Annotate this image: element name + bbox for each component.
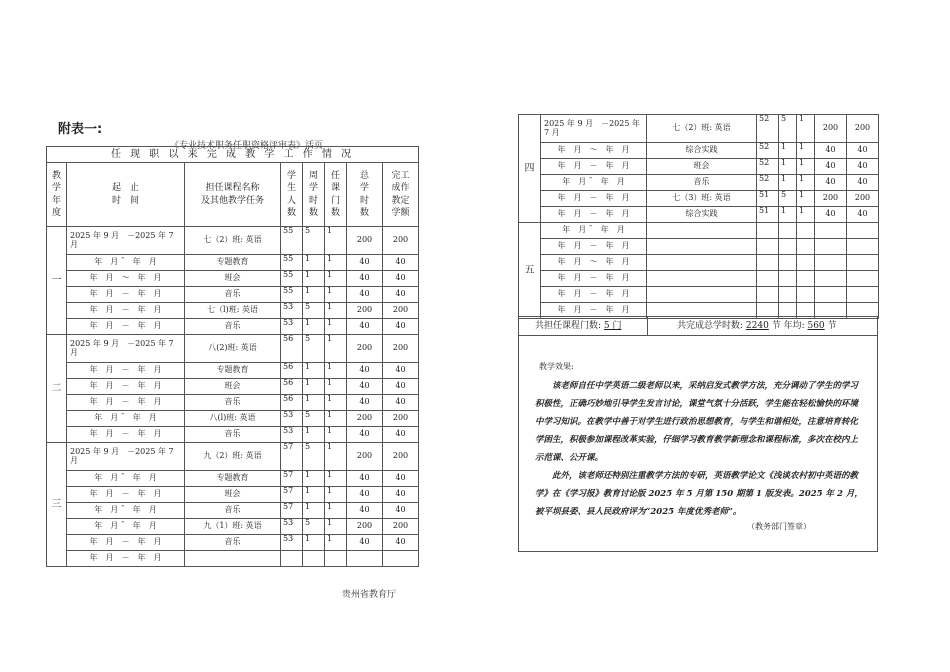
course-cell: 七（l)班: 英语 [185, 303, 281, 319]
quota-cell: 40 [383, 471, 419, 487]
total-hours-cell: 40 [815, 175, 847, 191]
table-row [47, 503, 419, 519]
total-hours-cell: 40 [347, 255, 383, 271]
weekly-hours-cell: 5 [779, 115, 797, 143]
table-row [47, 379, 419, 395]
students-cell [757, 239, 779, 255]
course-count-cell [797, 287, 815, 303]
period-cell: 年 月 － 年 月 [67, 379, 185, 395]
period-cell: 年 月 ¯ 年 月 [67, 255, 185, 271]
weekly-hours-cell [779, 255, 797, 271]
total-hours-cell: 40 [347, 427, 383, 443]
weekly-hours-cell: 1 [303, 427, 325, 443]
quota-cell: 40 [383, 427, 419, 443]
period-cell: 年 月 － 年 月 [67, 395, 185, 411]
course-count-cell: 1 [797, 143, 815, 159]
course-cell: 音乐 [185, 287, 281, 303]
table-row [47, 487, 419, 503]
weekly-hours-cell: 5 [779, 191, 797, 207]
total-hours-cell [815, 287, 847, 303]
department-seal-label: （教务部门签章） [747, 522, 811, 531]
students-cell: 52 [757, 115, 779, 143]
weekly-hours-cell: 1 [303, 487, 325, 503]
course-cell: 七（2）班: 英语 [647, 115, 757, 143]
weekly-hours-cell: 5 [303, 303, 325, 319]
students-cell: 55 [281, 255, 303, 271]
quota-cell [847, 271, 879, 287]
total-hours-cell: 40 [347, 379, 383, 395]
course-cell: 专题教育 [185, 363, 281, 379]
table-row [519, 271, 879, 287]
course-count-cell: 1 [797, 159, 815, 175]
table-row [519, 223, 879, 239]
students-cell: 55 [281, 271, 303, 287]
quota-cell: 200 [383, 443, 419, 471]
table-row [47, 287, 419, 303]
table-row [47, 303, 419, 319]
year-group-label: 一 [47, 227, 67, 335]
weekly-hours-cell: 1 [303, 395, 325, 411]
total-hours-cell: 40 [347, 363, 383, 379]
course-cell: 音乐 [185, 319, 281, 335]
total-hours-cell: 40 [347, 535, 383, 551]
course-count-cell: 1 [325, 255, 347, 271]
course-count-cell: 1 [325, 287, 347, 303]
table-row [47, 319, 419, 335]
period-cell: 年 月 － 年 月 [541, 239, 647, 255]
course-count-cell [325, 551, 347, 567]
students-cell: 56 [281, 363, 303, 379]
year-group-label: 二 [47, 335, 67, 443]
results-paragraph-1: 该老师自任中学英语二级老师以来，采纳启发式教学方法，充分调动了学生的学习积极性，正确巧妙地引导学生发言讨论，课堂气氛十分活跃，学生能在轻松愉快的环境中学习知识。在教学中善于对学生进行政治思想教育，与学生和谐相处，注意培育转化学困生，积极参加课程改革实验，仔细学习教育教学新理念和课程标准，多次在校内上示范课、公开课。 [535, 381, 859, 463]
quota-cell: 40 [383, 395, 419, 411]
quota-cell [847, 255, 879, 271]
quota-cell: 40 [847, 159, 879, 175]
weekly-hours-cell [779, 223, 797, 239]
total-hours-cell: 40 [815, 143, 847, 159]
total-hours-cell: 40 [347, 319, 383, 335]
table-row [47, 471, 419, 487]
table-row [519, 159, 879, 175]
quota-cell: 40 [383, 535, 419, 551]
period-cell: 年 月 － 年 月 [541, 271, 647, 287]
quota-cell: 40 [847, 143, 879, 159]
period-cell: 年 月 － 年 月 [67, 487, 185, 503]
quota-cell: 40 [847, 207, 879, 223]
total-hours-cell: 40 [347, 471, 383, 487]
quota-cell [847, 239, 879, 255]
period-cell: 年 月 － 年 月 [541, 191, 647, 207]
course-count-cell [797, 271, 815, 287]
total-hours-cell [347, 551, 383, 567]
quota-cell: 40 [383, 287, 419, 303]
period-cell: 年 月 － 年 月 [67, 551, 185, 567]
table-row [47, 255, 419, 271]
table-row [47, 395, 419, 411]
year-group-label: 四 [519, 115, 541, 223]
course-cell: 八(l)班: 英语 [185, 411, 281, 427]
quota-cell [847, 223, 879, 239]
period-cell: 年 月 － 年 月 [67, 319, 185, 335]
course-cell: 九（1）班: 英语 [185, 519, 281, 535]
period-cell: 年 月 － 年 月 [541, 303, 647, 319]
course-cell: 音乐 [185, 535, 281, 551]
course-cell: 八(2)班: 英语 [185, 335, 281, 363]
table-row [519, 207, 879, 223]
students-cell: 52 [757, 175, 779, 191]
total-hours-cell: 40 [347, 503, 383, 519]
total-hours-cell: 200 [347, 335, 383, 363]
course-cell: 九（2）班: 英语 [185, 443, 281, 471]
students-cell: 55 [281, 287, 303, 303]
course-cell [647, 271, 757, 287]
total-hours-cell [815, 223, 847, 239]
header-quota: 完工 成作 教定 学额 [383, 163, 419, 227]
quota-cell: 40 [383, 271, 419, 287]
quota-cell: 40 [383, 319, 419, 335]
students-cell [757, 223, 779, 239]
course-count-cell: 1 [325, 395, 347, 411]
students-cell: 57 [281, 443, 303, 471]
students-cell: 55 [281, 227, 303, 255]
table-row [47, 551, 419, 567]
course-count-cell [797, 239, 815, 255]
total-hours: 共完成总学时数: 2240 节 年均: 560 节 [677, 321, 837, 331]
period-cell: 年 月 － 年 月 [67, 303, 185, 319]
quota-cell: 40 [847, 175, 879, 191]
students-cell [281, 551, 303, 567]
course-cell: 综合实践 [647, 143, 757, 159]
teaching-results-text [535, 377, 865, 521]
course-count-cell: 1 [325, 227, 347, 255]
course-cell: 专题教育 [185, 471, 281, 487]
total-hours-cell [815, 239, 847, 255]
table-row [519, 287, 879, 303]
period-cell: 年 月 － 年 月 [67, 427, 185, 443]
weekly-hours-cell: 1 [303, 319, 325, 335]
course-cell: 专题教育 [185, 255, 281, 271]
table-title: 任 现 职 以 来 完 成 教 学 工 作 情 况 [47, 147, 419, 163]
total-hours-cell: 200 [347, 227, 383, 255]
period-cell: 年 月 ¯ 年 月 [67, 519, 185, 535]
summary-box [518, 316, 878, 552]
course-count-cell: 1 [325, 363, 347, 379]
period-cell: 2025 年 9 月 －2025 年 7 月 [541, 115, 647, 143]
total-hours-cell: 40 [815, 207, 847, 223]
students-cell: 57 [281, 471, 303, 487]
period-cell: 2025 年 9 月 －2025 年 7 月 [67, 227, 185, 255]
total-hours-cell: 40 [347, 487, 383, 503]
course-count-cell: 1 [325, 427, 347, 443]
total-hours-cell: 200 [347, 443, 383, 471]
weekly-hours-cell: 1 [779, 143, 797, 159]
students-cell: 57 [281, 503, 303, 519]
weekly-hours-cell: 1 [779, 159, 797, 175]
period-cell: 年 月 ～ 年 月 [541, 255, 647, 271]
period-cell: 年 月 － 年 月 [541, 159, 647, 175]
header-students: 学 生 人 数 [281, 163, 303, 227]
period-cell: 年 月 ¯ 年 月 [67, 503, 185, 519]
course-cell: 班会 [185, 271, 281, 287]
course-count-cell: 1 [325, 335, 347, 363]
issuer-footer: 贵州省教育厅 [342, 590, 397, 600]
quota-cell: 200 [383, 227, 419, 255]
course-count-cell: 1 [325, 271, 347, 287]
weekly-hours-cell: 1 [303, 471, 325, 487]
weekly-hours-cell: 5 [303, 227, 325, 255]
students-cell [757, 271, 779, 287]
table-row [519, 175, 879, 191]
table-row [47, 519, 419, 535]
quota-cell [383, 551, 419, 567]
students-cell: 56 [281, 379, 303, 395]
teaching-workload-table-right [518, 114, 879, 319]
year-group-label: 三 [47, 443, 67, 567]
quota-cell: 40 [383, 363, 419, 379]
course-cell: 音乐 [185, 427, 281, 443]
total-courses: 共担任课程门数: 5 门 [535, 321, 622, 331]
weekly-hours-cell: 5 [303, 411, 325, 427]
results-paragraph-2: 此外，该老师还特别注重教学方法的专研，英语教学论文《浅谈农村初中英语的教学》在《学习报》教育讨论版 2025 年 5 月第 150 期第 1 版发表。2025 年 2 月，被平坝县委、县人民政府评为“2025 年度优秀老师”。 [535, 471, 863, 517]
quota-cell: 200 [847, 191, 879, 207]
table-row [47, 271, 419, 287]
course-cell: 音乐 [185, 503, 281, 519]
total-hours-cell: 200 [815, 191, 847, 207]
total-hours-cell: 40 [347, 287, 383, 303]
course-cell: 七（3）班: 英语 [647, 191, 757, 207]
teaching-workload-table-left [46, 146, 419, 567]
weekly-hours-cell: 1 [303, 363, 325, 379]
period-cell: 年 月 ～ 年 月 [541, 143, 647, 159]
weekly-hours-cell: 1 [303, 287, 325, 303]
header-year: 教 学 年 度 [47, 163, 67, 227]
course-count-cell: 1 [325, 319, 347, 335]
course-cell [647, 239, 757, 255]
quota-cell: 40 [383, 503, 419, 519]
weekly-hours-cell [779, 271, 797, 287]
students-cell: 57 [281, 487, 303, 503]
results-label: 教学效果: [539, 362, 574, 371]
course-count-cell: 1 [325, 471, 347, 487]
course-count-cell [797, 255, 815, 271]
total-hours-cell: 40 [347, 271, 383, 287]
weekly-hours-cell: 5 [303, 519, 325, 535]
course-count-cell: 1 [325, 443, 347, 471]
header-course: 担任课程名称 及其他教学任务 [185, 163, 281, 227]
course-count-cell: 1 [797, 175, 815, 191]
course-cell [647, 287, 757, 303]
course-count-cell: 1 [797, 115, 815, 143]
course-cell: 音乐 [185, 395, 281, 411]
students-cell: 56 [281, 395, 303, 411]
weekly-hours-cell [303, 551, 325, 567]
course-count-cell: 1 [325, 519, 347, 535]
course-cell: 七（2）班: 英语 [185, 227, 281, 255]
students-cell: 56 [281, 335, 303, 363]
period-cell: 年 月 ¯ 年 月 [67, 411, 185, 427]
weekly-hours-cell: 1 [303, 255, 325, 271]
total-hours-cell: 200 [347, 519, 383, 535]
course-count-cell [797, 223, 815, 239]
total-hours-cell: 40 [815, 159, 847, 175]
students-cell: 51 [757, 207, 779, 223]
total-hours-cell: 200 [347, 303, 383, 319]
period-cell: 年 月 ¯ 年 月 [541, 223, 647, 239]
weekly-hours-cell: 1 [303, 379, 325, 395]
period-cell: 年 月 － 年 月 [67, 535, 185, 551]
table-row [47, 411, 419, 427]
table-row [47, 335, 419, 363]
course-cell: 音乐 [647, 175, 757, 191]
period-cell: 年 月 － 年 月 [67, 363, 185, 379]
period-cell: 年 月 ～ 年 月 [67, 271, 185, 287]
course-count-cell: 1 [325, 303, 347, 319]
table-row [519, 143, 879, 159]
period-cell: 年 月 － 年 月 [67, 287, 185, 303]
total-hours-cell: 200 [347, 411, 383, 427]
total-hours-cell [815, 271, 847, 287]
quota-cell: 40 [383, 379, 419, 395]
period-cell: 年 月 － 年 月 [541, 287, 647, 303]
total-hours-cell [815, 255, 847, 271]
period-cell: 2025 年 9 月 －2025 年 7 月 [67, 443, 185, 471]
weekly-hours-cell: 5 [303, 335, 325, 363]
students-cell: 53 [281, 535, 303, 551]
header-course-count: 任 课 门 数 [325, 163, 347, 227]
students-cell: 53 [281, 427, 303, 443]
course-count-cell: 1 [325, 411, 347, 427]
weekly-hours-cell: 1 [303, 271, 325, 287]
table-row [47, 427, 419, 443]
weekly-hours-cell: 1 [303, 503, 325, 519]
course-count-cell: 1 [797, 191, 815, 207]
period-cell: 年 月 － 年 月 [541, 207, 647, 223]
students-cell: 51 [757, 191, 779, 207]
course-count-cell: 1 [325, 379, 347, 395]
period-cell: 年 月 ¯ 年 月 [541, 175, 647, 191]
students-cell: 53 [281, 519, 303, 535]
students-cell: 53 [281, 411, 303, 427]
table-row [519, 239, 879, 255]
total-hours-cell: 40 [347, 395, 383, 411]
weekly-hours-cell: 1 [779, 207, 797, 223]
quota-cell: 200 [383, 335, 419, 363]
header-total-hours: 总 学 时 数 [347, 163, 383, 227]
table-row [47, 227, 419, 255]
course-count-cell: 1 [797, 207, 815, 223]
students-cell: 52 [757, 143, 779, 159]
students-cell [757, 255, 779, 271]
weekly-hours-cell: 5 [303, 443, 325, 471]
weekly-hours-cell [779, 287, 797, 303]
table-row [47, 363, 419, 379]
quota-cell: 40 [383, 487, 419, 503]
header-weekly-hours: 周 学 时 数 [303, 163, 325, 227]
course-count-cell: 1 [325, 487, 347, 503]
course-cell [647, 223, 757, 239]
quota-cell: 200 [383, 303, 419, 319]
course-cell [185, 551, 281, 567]
table-row [519, 191, 879, 207]
students-cell: 53 [281, 303, 303, 319]
course-cell: 综合实践 [647, 207, 757, 223]
course-count-cell: 1 [325, 535, 347, 551]
weekly-hours-cell [779, 239, 797, 255]
students-cell: 52 [757, 159, 779, 175]
course-cell: 班会 [185, 379, 281, 395]
header-time: 起 止 时 间 [67, 163, 185, 227]
total-hours-cell: 200 [815, 115, 847, 143]
table-row [47, 535, 419, 551]
table-row [519, 115, 879, 143]
course-cell [647, 255, 757, 271]
form-subtitle: 《专业技术职务任职资格评审表》活页 [170, 141, 324, 151]
page-heading: 附表一: [58, 122, 103, 137]
quota-cell [847, 287, 879, 303]
table-row [47, 443, 419, 471]
year-group-label: 五 [519, 223, 541, 319]
students-cell: 53 [281, 319, 303, 335]
quota-cell: 200 [383, 411, 419, 427]
students-cell [757, 287, 779, 303]
table-row [519, 255, 879, 271]
course-count-cell: 1 [325, 503, 347, 519]
course-cell: 班会 [185, 487, 281, 503]
course-cell: 班会 [647, 159, 757, 175]
period-cell: 年 月 ¯ 年 月 [67, 471, 185, 487]
weekly-hours-cell: 1 [303, 535, 325, 551]
weekly-hours-cell: 1 [779, 175, 797, 191]
quota-cell: 40 [383, 255, 419, 271]
period-cell: 2025 年 9 月 －2025 年 7 月 [67, 335, 185, 363]
quota-cell: 200 [847, 115, 879, 143]
quota-cell: 200 [383, 519, 419, 535]
